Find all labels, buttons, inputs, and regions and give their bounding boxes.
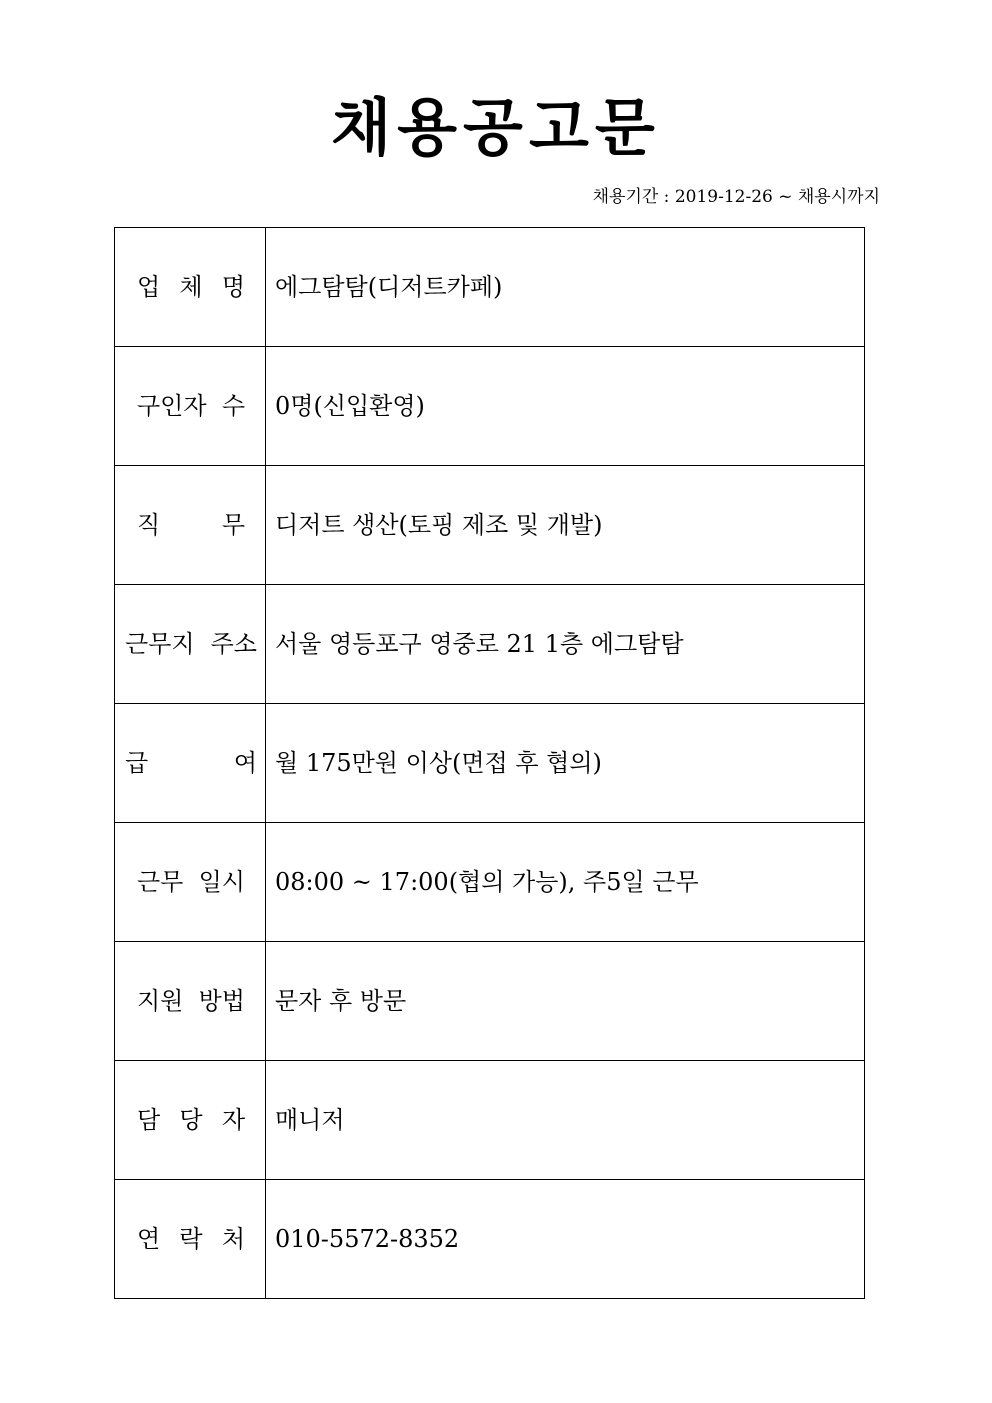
value-apply-method: 문자 후 방문 bbox=[266, 942, 865, 1061]
label-part: 자 bbox=[221, 1106, 245, 1134]
label-duty bbox=[115, 466, 266, 585]
label-part: 담 bbox=[137, 1106, 161, 1134]
table-row-phone bbox=[115, 1180, 865, 1299]
table-row-apply-method bbox=[115, 942, 865, 1061]
label-phone bbox=[115, 1180, 266, 1299]
value-contact-person: 매니저 bbox=[266, 1061, 865, 1180]
label-part: 방법 bbox=[198, 987, 245, 1015]
label-headcount bbox=[115, 347, 266, 466]
table-row-work-hours bbox=[115, 823, 865, 942]
label-address bbox=[115, 585, 266, 704]
value-phone: 010-5572-8352 bbox=[266, 1180, 865, 1299]
value-headcount: 0명(신입환영) bbox=[266, 347, 865, 466]
label-contact-person bbox=[115, 1061, 266, 1180]
job-posting-table bbox=[114, 227, 865, 1299]
value-salary: 월 175만원 이상(면접 후 협의) bbox=[266, 704, 865, 823]
value-work-hours: 08:00 ~ 17:00(협의 가능), 주5일 근무 bbox=[266, 823, 865, 942]
label-part: 처 bbox=[221, 1225, 245, 1253]
label-part: 업 bbox=[137, 273, 161, 301]
label-salary bbox=[115, 704, 266, 823]
recruitment-period: 채용기간 : 2019-12-26 ~ 채용시까지 bbox=[592, 187, 880, 207]
document-title: 채용공고문 bbox=[331, 91, 661, 164]
table-row-company bbox=[115, 228, 865, 347]
value-address: 서울 영등포구 영중로 21 1층 에그탐탐 bbox=[266, 585, 865, 704]
label-part: 명 bbox=[221, 273, 245, 301]
value-duty: 디저트 생산(토핑 제조 및 개발) bbox=[266, 466, 865, 585]
label-part: 당 bbox=[179, 1106, 203, 1134]
label-part: 주소 bbox=[210, 630, 257, 658]
label-part: 구인자 bbox=[137, 392, 207, 420]
label-part: 근무지 bbox=[125, 630, 195, 658]
label-part: 수 bbox=[221, 392, 245, 420]
label-company bbox=[115, 228, 266, 347]
table-row-headcount bbox=[115, 347, 865, 466]
label-work-hours bbox=[115, 823, 266, 942]
label-apply-method bbox=[115, 942, 266, 1061]
label-part: 급 bbox=[125, 749, 149, 777]
table-row-address bbox=[115, 585, 865, 704]
table-row-contact-person bbox=[115, 1061, 865, 1180]
label-part: 직 bbox=[137, 511, 161, 539]
value-company: 에그탐탐(디저트카페) bbox=[266, 228, 865, 347]
label-part: 락 bbox=[179, 1225, 203, 1253]
label-part: 여 bbox=[233, 749, 257, 777]
label-part: 연 bbox=[137, 1225, 161, 1253]
label-part: 근무 bbox=[137, 868, 184, 896]
label-part: 체 bbox=[179, 273, 203, 301]
table-row-salary bbox=[115, 704, 865, 823]
label-part: 무 bbox=[221, 511, 245, 539]
table-row-duty bbox=[115, 466, 865, 585]
label-part: 지원 bbox=[137, 987, 184, 1015]
label-part: 일시 bbox=[198, 868, 245, 896]
